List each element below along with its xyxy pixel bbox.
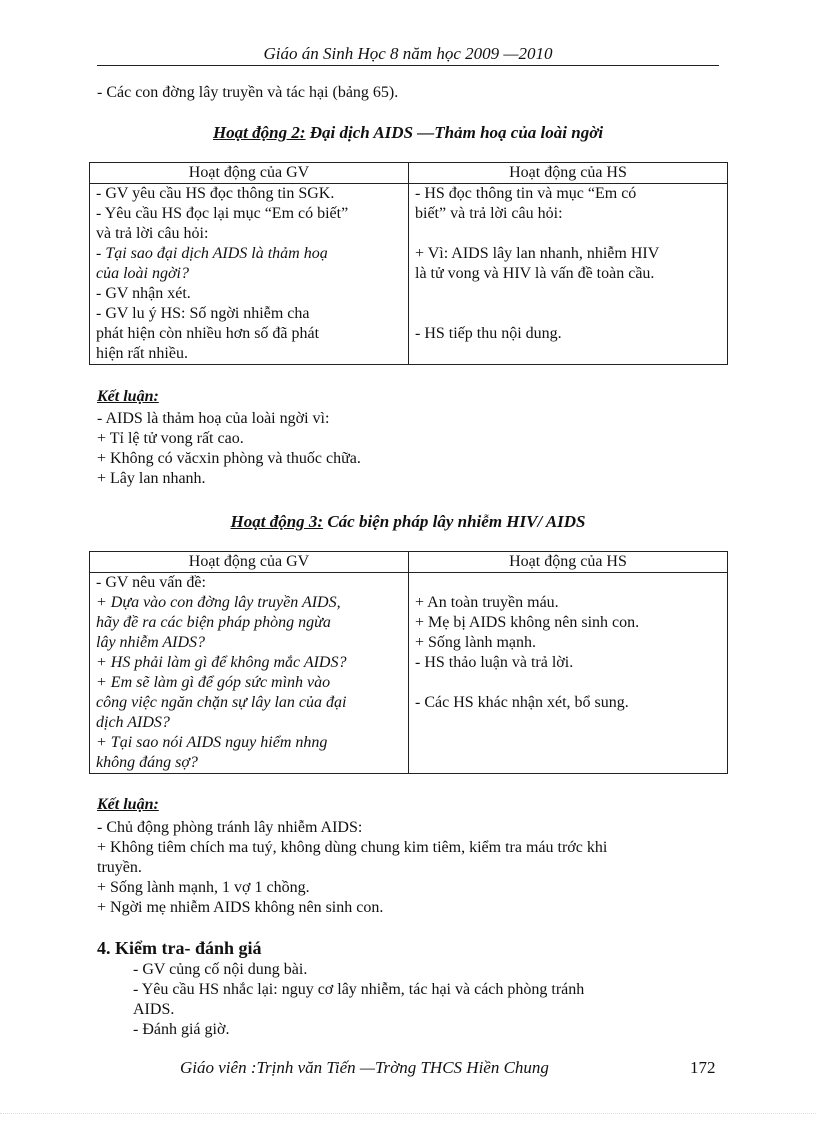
conclusion1-line: + Tỉ lệ tử vong rất cao. [97,430,244,447]
activity2-label: Hoạt động 2: [212,123,306,142]
activity3-heading [97,512,719,532]
activity3-gv-question: công việc ngăn chặn sự lây lan của đại [96,694,347,711]
activity2-hs-line: biết” và trả lời câu hỏi: [415,205,563,222]
activity3-label: Hoạt động 3: [230,512,324,531]
activity2-gv-question: - Tại sao đại dịch AIDS là thảm hoạ [96,245,328,262]
activity3-col-gv: Hoạt động của GV [90,552,409,573]
activity2-title: Đại dịch AIDS —Thảm hoạ của loài ngời [305,123,604,142]
page-header: Giáo án Sinh Học 8 năm học 2009 —2010 [97,44,719,66]
activity2-col-gv: Hoạt động của GV [90,163,409,184]
activity3-gv-cell [90,573,409,774]
activity3-header-row [90,552,728,573]
activity3-hs-line: + Sống lành mạnh. [415,634,537,651]
activity3-gv-question: + Dựa vào con đờng lây truyền AIDS, [96,594,341,611]
activity2-gv-line: và trả lời câu hỏi: [96,225,209,242]
activity3-hs-cell [409,573,728,774]
activity2-gv-line: phát hiện còn nhiều hơn số đã phát [96,325,320,342]
conclusion2-line: + Sống lành mạnh, 1 vợ 1 chồng. [97,879,310,896]
conclusion1-title: Kết luận: [97,388,159,405]
activity3-gv-line: - GV nêu vấn đề: [96,574,206,591]
conclusion2-line: + Không tiêm chích ma tuý, không dùng chung kim tiêm, kiểm tra máu trớc khi [97,839,608,856]
activity3-hs-line: + Mẹ bị AIDS không nên sinh con. [415,614,640,631]
activity2-heading [97,123,719,143]
activity3-hs-line: - Các HS khác nhận xét, bổ sung. [415,694,629,711]
activity3-hs-line: + An toàn truyền máu. [415,594,559,611]
activity2-gv-question: của loài ngời? [96,265,189,282]
activity3-gv-question: + Em sẽ làm gì để góp sức mình vào [96,674,331,691]
activity2-body-row [90,184,728,365]
activity2-header-row [90,163,728,184]
activity2-gv-line: - GV yêu cầu HS đọc thông tin SGK. [96,185,335,202]
activity2-table [89,162,728,365]
activity3-gv-question: + Tại sao nói AIDS nguy hiểm nhng [96,734,328,751]
bottom-divider [0,1113,816,1114]
section4-line: - Yêu cầu HS nhắc lại: nguy cơ lây nhiễm, tác hại và cách phòng tránh [133,981,585,998]
conclusion2-line: + Ngời mẹ nhiễm AIDS không nên sinh con. [97,899,384,916]
conclusion2-title: Kết luận: [97,796,159,813]
section4-line: AIDS. [133,1001,175,1018]
spacer [415,573,721,593]
activity2-col-hs: Hoạt động của HS [409,163,728,184]
activity3-gv-question: hãy đề ra các biện pháp phòng ngừa [96,614,331,631]
section4-line: - GV củng cố nội dung bài. [133,961,308,978]
footer-teacher: Giáo viên :Trịnh văn Tiến —Trờng THCS Hiền Chung [180,1058,549,1077]
activity2-gv-cell [90,184,409,365]
section4-body [97,960,719,1040]
activity3-gv-question: dịch AIDS? [96,714,170,731]
spacer [415,224,721,244]
activity2-hs-line: - HS đọc thông tin và mục “Em có [415,185,637,202]
activity2-hs-line: + Vì: AIDS lây lan nhanh, nhiễm HIV [415,245,660,262]
conclusion1-line: + Không có văcxin phòng và thuốc chữa. [97,450,361,467]
activity2-hs-line: - HS tiếp thu nội dung. [415,325,562,342]
conclusion2-line: truyền. [97,859,142,876]
activity2-gv-line: - GV nhận xét. [96,285,191,302]
activity2-gv-line: - GV lu ý HS: Số ngời nhiễm cha [96,305,310,322]
activity2-hs-cell [409,184,728,365]
activity2-gv-line: hiện rất nhiều. [96,345,188,362]
conclusion2-line: - Chủ động phòng tránh lây nhiễm AIDS: [97,819,363,836]
spacer [415,304,721,324]
conclusion2-body [97,818,719,918]
activity2-hs-line: là tử vong và HIV là vấn đề toàn cầu. [415,265,655,282]
activity3-gv-question: + HS phải làm gì để không mắc AIDS? [96,654,347,671]
page-number: 172 [690,1058,716,1077]
activity3-gv-question: lây nhiễm AIDS? [96,634,206,651]
spacer [415,284,721,304]
activity3-gv-question: không đáng sợ? [96,754,198,771]
activity3-body-row [90,573,728,774]
conclusion1-body [97,409,719,489]
section4-line: - Đánh giá giờ. [133,1021,230,1038]
intro-line: - Các con đờng lây truyền và tác hại (bảng 65). [97,84,399,101]
activity3-table [89,551,728,774]
activity3-title: Các biện pháp lây nhiễm HIV/ AIDS [323,512,586,531]
conclusion1-line: - AIDS là thảm hoạ của loài ngời vì: [97,410,330,427]
conclusion1-line: + Lây lan nhanh. [97,470,206,487]
activity3-hs-line: - HS thảo luận và trả lời. [415,654,574,671]
activity2-gv-line: - Yêu cầu HS đọc lại mục “Em có biết” [96,205,349,222]
activity3-col-hs: Hoạt động của HS [409,552,728,573]
section4-title: 4. Kiểm tra- đánh giá [97,938,262,958]
spacer [415,673,721,693]
